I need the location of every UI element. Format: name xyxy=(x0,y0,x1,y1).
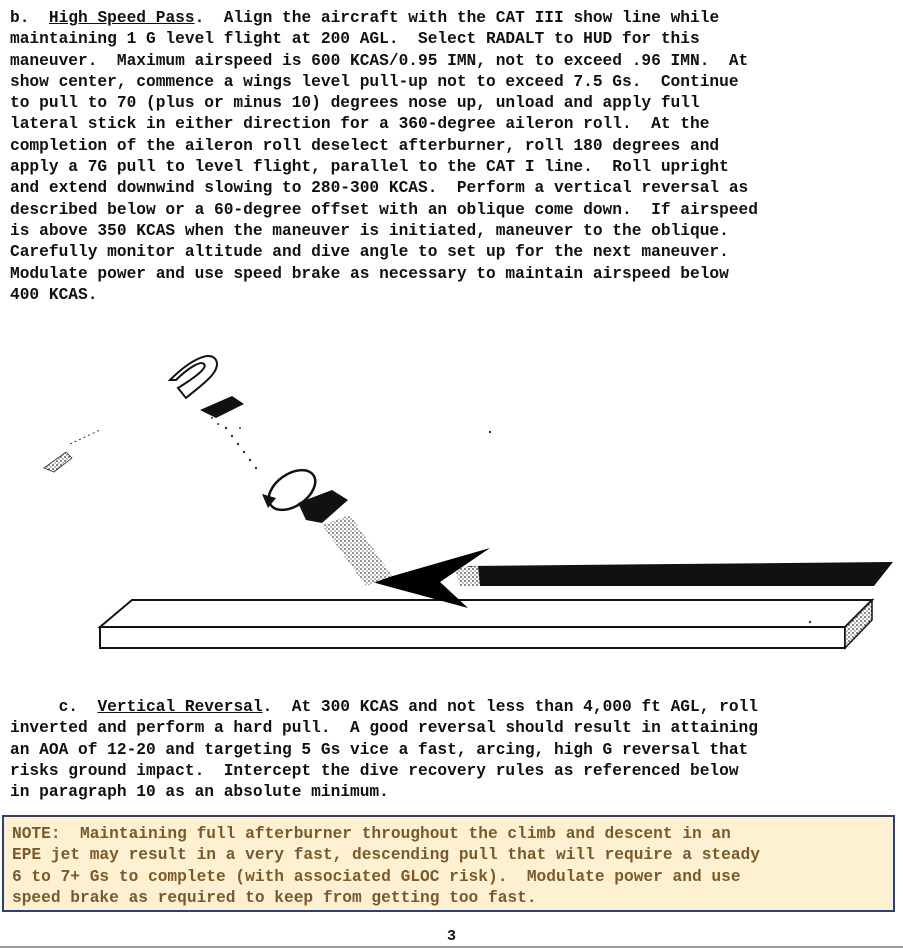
paragraph-vertical-reversal xyxy=(10,697,895,803)
text-line: described below or a 60-degree offset with an oblique come down. If airspeed xyxy=(10,200,758,219)
paragraph-title: Vertical Reversal xyxy=(97,698,263,716)
paragraph-label: c. xyxy=(58,698,79,716)
note-line: speed brake as required to keep from getting too fast. xyxy=(12,888,537,907)
text-line: maintaining 1 G level flight at 200 AGL. Select RADALT to HUD for this xyxy=(10,30,700,49)
apex-aircraft-shape xyxy=(200,396,244,418)
roll-arrowhead xyxy=(262,494,276,508)
climb-trail xyxy=(322,515,392,586)
text-line: show center, commence a wings level pull-up not to exceed 7.5 Gs. Continue xyxy=(10,72,739,91)
text-line: an AOA of 12-20 and targeting 5 Gs vice a fast, arcing, high G reversal that xyxy=(10,740,749,759)
text-line: and extend downwind slowing to 280-300 KCAS. Perform a vertical reversal as xyxy=(10,179,749,198)
text-line: inverted and perform a hard pull. A good reversal should result in attaining xyxy=(10,719,758,738)
oblique-aircraft-shape xyxy=(44,452,72,472)
text-line: to pull to 70 (plus or minus 10) degrees nose up, unload and apply full xyxy=(10,94,700,113)
text-line: maneuver. Maximum airspeed is 600 KCAS/0.95 IMN, not to exceed .96 IMN. At xyxy=(10,51,749,70)
note-line: EPE jet may result in a very fast, descending pull that will require a steady xyxy=(12,846,760,865)
note-box xyxy=(2,815,895,912)
level-flight-band xyxy=(468,562,893,586)
note-line: NOTE: Maintaining full afterburner throughout the climb and descent in an xyxy=(12,825,731,843)
paragraph-high-speed-pass xyxy=(10,8,895,306)
text-line: completion of the aileron roll deselect afterburner, roll 180 degrees and xyxy=(10,136,720,155)
text-line: Modulate power and use speed brake as necessary to maintain airspeed below xyxy=(10,264,729,283)
text-line: 400 KCAS. xyxy=(10,285,98,304)
runway-top-face xyxy=(100,600,872,627)
dotted-ascent-trail xyxy=(205,411,257,469)
climb-aircraft-shape xyxy=(298,490,348,523)
vertical-reversal-loop xyxy=(170,356,217,398)
text-line: risks ground impact. Intercept the dive recovery rules as referenced below xyxy=(10,761,739,780)
paragraph-title: High Speed Pass xyxy=(48,9,195,27)
text-line: in paragraph 10 as an absolute minimum. xyxy=(10,783,389,802)
paragraph-first-line: . Align the aircraft with the CAT III show line while xyxy=(194,9,720,27)
maneuver-diagram xyxy=(0,320,903,680)
page-number: 3 xyxy=(446,928,456,945)
text-line: Carefully monitor altitude and dive angle to set up for the next maneuver. xyxy=(10,243,729,262)
runway-front-face xyxy=(100,627,845,648)
text-line: apply a 7G pull to level flight, parallel to the CAT I line. Roll upright xyxy=(10,158,729,177)
paragraph-label: b. xyxy=(10,9,30,27)
note-line: 6 to 7+ Gs to complete (with associated GLOC risk). Modulate power and use xyxy=(12,867,741,886)
oblique-trail xyxy=(70,430,100,444)
paragraph-first-line: . At 300 KCAS and not less than 4,000 ft AGL, roll xyxy=(262,698,759,716)
text-line: is above 350 KCAS when the maneuver is initiated, maneuver to the oblique. xyxy=(10,221,729,240)
text-line: lateral stick in either direction for a 360-degree aileron roll. At the xyxy=(10,115,710,134)
